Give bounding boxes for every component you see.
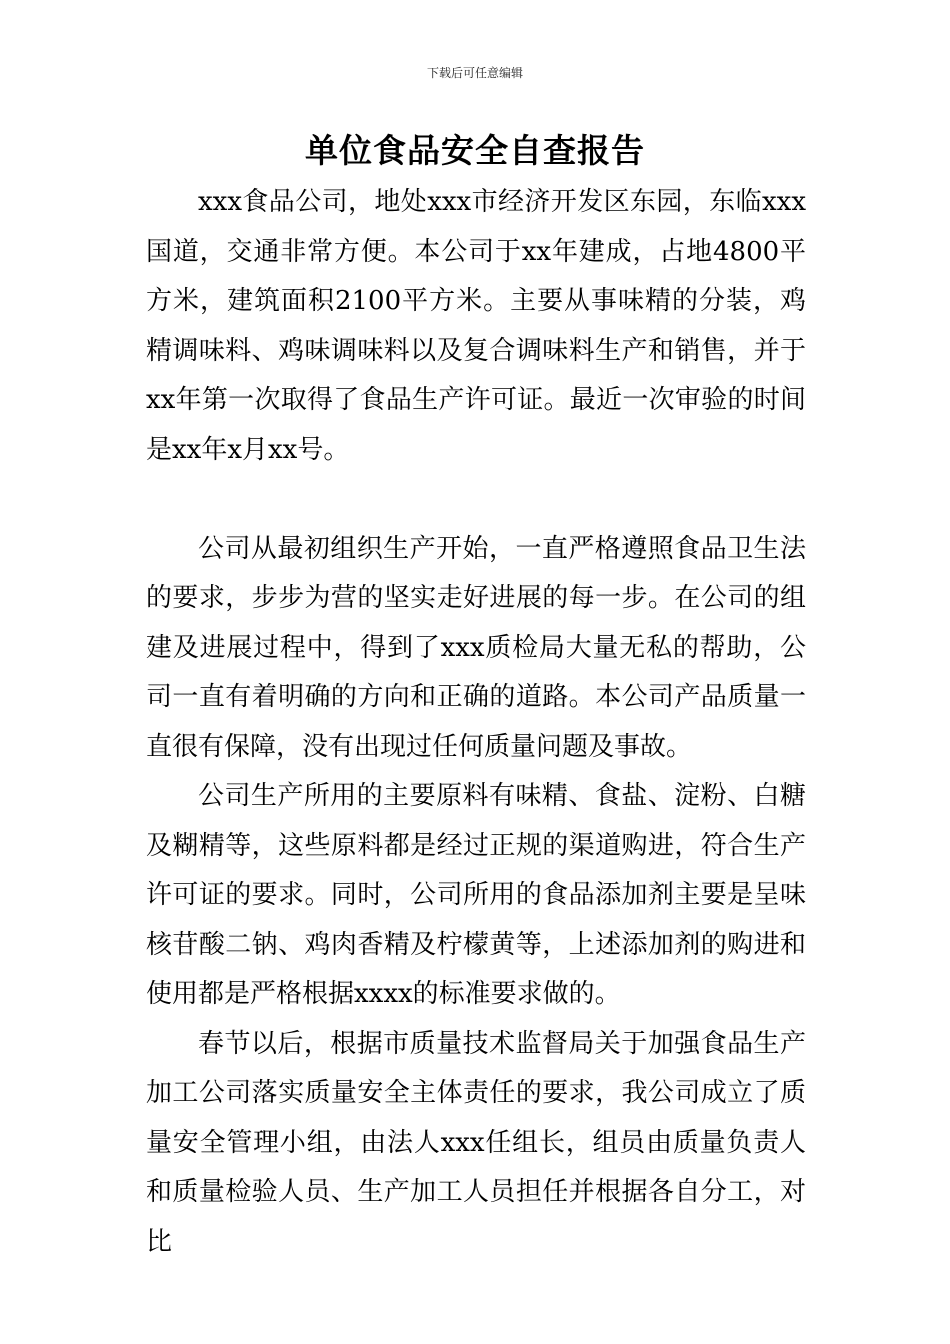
document-title: 单位食品安全自查报告: [305, 131, 645, 170]
header-note: 下载后可任意编辑: [426, 66, 523, 80]
paragraph-company-intro: xxx食品公司，地处xxx市经济开发区东园，东临xxx国道，交通非常方便。本公司于xx年建成，占地4800平方米，建筑面积2100平方米。主要从事味精的分装，鸡精调味料、鸡味调味料以及复合调味料生产和销售，并于xx年第一次取得了食品生产许可证。最近一次审验的时间是xx年x月xx号。: [146, 187, 806, 465]
paragraph-management-group: 春节以后，根据市质量技术监督局关于加强食品生产加工公司落实质量安全主体责任的要求，我公司成立了质量安全管理小组，由法人xxx任组长，组员由质量负责人和质量检验人员、生产加工人员担任并根据各自分工，对比: [146, 1028, 806, 1257]
paragraph-history: 公司从最初组织生产开始，一直严格遵照食品卫生法的要求，步步为营的坚实走好进展的每一步。在公司的组建及进展过程中，得到了xxx质检局大量无私的帮助，公司一直有着明确的方向和正确的道路。本公司产品质量一直很有保障，没有出现过任何质量问题及事故。: [146, 533, 806, 762]
document-body: [146, 178, 806, 1267]
paragraph-spacer: [146, 475, 806, 525]
paragraph-raw-materials: 公司生产所用的主要原料有味精、食盐、淀粉、白糖及糊精等，这些原料都是经过正规的渠道购进，符合生产许可证的要求。同时，公司所用的食品添加剂主要是呈味核苷酸二钠、鸡肉香精及柠檬黄等，上述添加剂的购进和使用都是严格根据xxxx的标准要求做的。: [146, 781, 806, 1009]
